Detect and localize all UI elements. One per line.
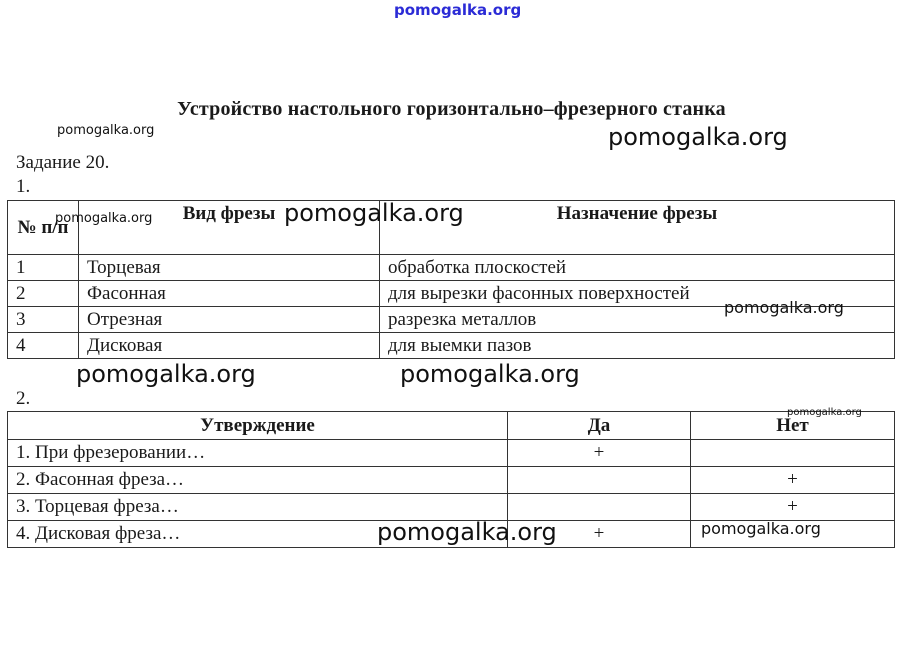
table-row bbox=[8, 255, 895, 281]
table-cell: 1. При фрезеровании… bbox=[8, 440, 508, 467]
watermark: pomogalka.org bbox=[284, 199, 464, 227]
table-cell: для выемки пазов bbox=[380, 333, 895, 359]
table-cell: Торцевая bbox=[79, 255, 380, 281]
table-row bbox=[8, 467, 895, 494]
task-number: Задание 20. bbox=[16, 152, 110, 173]
table-cell: 2. Фасонная фреза… bbox=[8, 467, 508, 494]
table-row bbox=[8, 333, 895, 359]
column-header-number: № п/п bbox=[8, 201, 79, 255]
table-cell: 3. Торцевая фреза… bbox=[8, 494, 508, 521]
table-cell: для вырезки фасонных поверхностей bbox=[380, 281, 895, 307]
table-header-row bbox=[8, 412, 895, 440]
table-cell: + bbox=[508, 521, 691, 548]
table-cell: + bbox=[508, 440, 691, 467]
part2-label: 2. bbox=[16, 388, 31, 409]
document-title: Устройство настольного горизонтально–фрезерного станка bbox=[177, 98, 726, 120]
watermark: pomogalka.org bbox=[787, 407, 862, 418]
watermark: pomogalka.org bbox=[400, 360, 580, 388]
table-cell bbox=[508, 467, 691, 494]
table-cell bbox=[691, 440, 895, 467]
part1-label: 1. bbox=[16, 176, 31, 197]
table-cell bbox=[508, 494, 691, 521]
column-header-statement: Утверждение bbox=[8, 412, 508, 440]
table-cell: + bbox=[691, 467, 895, 494]
watermark: pomogalka.org bbox=[377, 518, 557, 546]
watermark-top: pomogalka.org bbox=[394, 1, 522, 19]
watermark: pomogalka.org bbox=[76, 360, 256, 388]
watermark: pomogalka.org bbox=[55, 211, 153, 226]
table-cell: 2 bbox=[8, 281, 79, 307]
watermark: pomogalka.org bbox=[724, 298, 844, 317]
table-row bbox=[8, 494, 895, 521]
table-cell: Дисковая bbox=[79, 333, 380, 359]
table-cell: 3 bbox=[8, 307, 79, 333]
table-cell: + bbox=[691, 494, 895, 521]
watermark: pomogalka.org bbox=[701, 519, 821, 538]
table-cell: Фасонная bbox=[79, 281, 380, 307]
table-cell: разрезка металлов bbox=[380, 307, 895, 333]
column-header-no: Нет bbox=[691, 412, 895, 440]
column-header-cutter-type: Вид фрезы bbox=[79, 201, 380, 255]
table-cell: 1 bbox=[8, 255, 79, 281]
table-cell: 4 bbox=[8, 333, 79, 359]
watermark: pomogalka.org bbox=[608, 123, 788, 151]
table-cell: Отрезная bbox=[79, 307, 380, 333]
watermark: pomogalka.org bbox=[57, 123, 155, 138]
table-row bbox=[8, 440, 895, 467]
column-header-purpose: Назначение фрезы bbox=[380, 201, 895, 255]
column-header-yes: Да bbox=[508, 412, 691, 440]
table-cell: 4. Дисковая фреза… bbox=[8, 521, 508, 548]
table-cell: обработка плоскостей bbox=[380, 255, 895, 281]
